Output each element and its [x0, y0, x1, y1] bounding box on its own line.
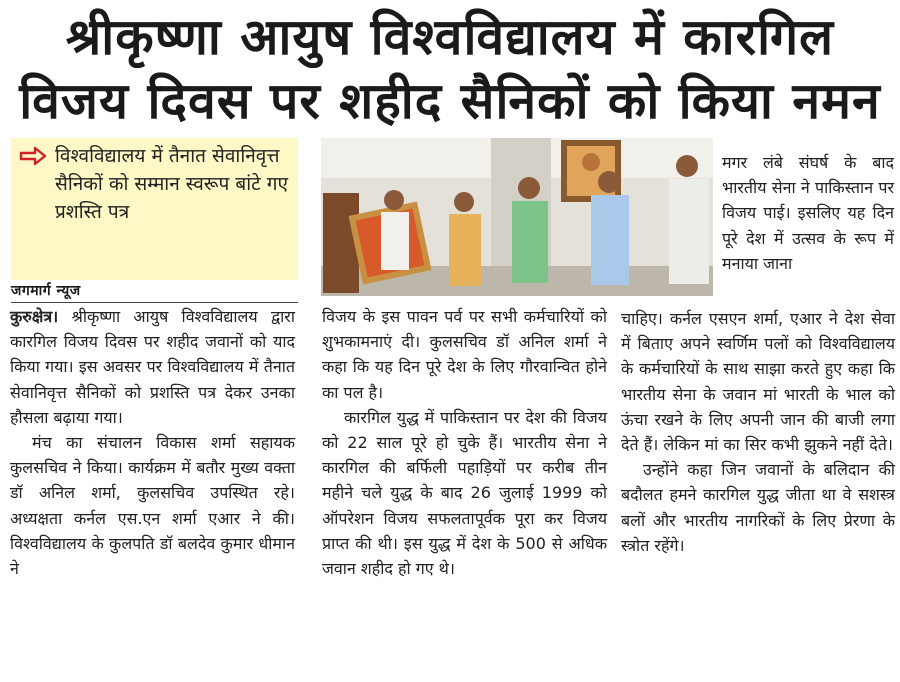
column-3-paragraph-1: चाहिए। कर्नल एसएन शर्मा, एआर ने देश सेवा में बिताए अपने स्वर्णिम पलों को विश्वविद्यालय के कर्मचारियों के साथ साझा करते हुए कहा कि भारतीय सेना के जवान मां भारती के भाल को ऊंचा रखने के लिए अपनी जान की बाजी लगा देते हैं। लेकिन मां का सिर कभी झुकने नहीं देते।: [621, 309, 895, 455]
column-2-paragraph-1: विजय के इस पावन पर्व पर सभी कर्मचारियों को शुभकामनाएं दी। कुलसचिव डॉ अनिल शर्मा ने कहा कि यह दिन पूरे देश के लिए गौरवान्वित होने का पल है।: [322, 307, 607, 402]
column-1-paragraph-1: [10, 304, 295, 430]
byline-text: जगमार्ग न्यूज: [11, 283, 81, 299]
column-2-paragraph-2: कारगिल युद्ध में पाकिस्तान पर देश की विजय को 22 साल पूरे हो चुके हैं। भारतीय सेना ने कारगिल की बर्फिली पहाड़ियों पर करीब तीन महीने चले युद्ध के बाद 26 जुलाई 1999 को ऑपरेशन विजय सफलतापूर्वक पूरा कर विजय प्राप्त की थी। इस युद्ध में देश के 500 से अधिक जवान शहीद हो गए थे।: [322, 407, 607, 579]
dateline: कुरुक्षेत्र।: [10, 307, 59, 326]
column-1-paragraph-2: मंच का संचालन विकास शर्मा सहायक कुलसचिव ने किया। कार्यक्रम में बतौर मुख्य वक्ता डॉ अनिल शर्मा, कुलसचिव उपस्थित रहे। अध्यक्षता कर्नल एस.एन शर्मा एआर ने की। विश्वविद्यालय के कुलपति डॉ बलदेव कुमार धीमान ने: [10, 433, 295, 579]
article-column-1: [10, 304, 295, 581]
article-column-3-top: मगर लंबे संघर्ष के बाद भारतीय सेना ने पाकिस्तान पर विजय पाई। इसलिए यह दिन पूरे देश में उत्सव के रूप में मनाया जाना: [722, 153, 894, 273]
article-column-2: [322, 304, 607, 581]
article-column-3: [621, 306, 895, 558]
right-arrow-icon: [19, 146, 47, 166]
event-photo: [321, 138, 713, 296]
headline-line-2: विजय दिवस पर शहीद सैनिकों को किया नमन: [19, 72, 881, 130]
byline: [11, 280, 298, 303]
column-1-text-1: श्रीकृष्णा आयुष विश्वविद्यालय द्वारा कारगिल विजय दिवस पर शहीद जवानों को याद किया गया। इस अवसर पर विश्वविद्यालय में तैनात सेवानिवृत्त सैनिकों को प्रशस्ति पत्र देकर उनका हौसला बढ़ाया गया।: [10, 307, 295, 427]
column-3-paragraph-2: उन्होंने कहा जिन जवानों के बलिदान की बदौलत हमने कारगिल युद्ध जीता था वे सशस्त्र बलों और भारतीय नागरिकों के लिए प्रेरणा के स्त्रोत रहेंगे।: [621, 460, 895, 555]
highlight-box: [11, 138, 298, 280]
highlight-text: विश्वविद्यालय में तैनात सेवानिवृत्त सैनिकों को सम्मान स्वरूप बांटे गए प्रशस्ति पत्र: [55, 145, 288, 223]
event-photo-illustration: [321, 138, 713, 296]
headline-line-1: श्रीकृष्णा आयुष विश्वविद्यालय में कारगिल: [65, 8, 835, 66]
